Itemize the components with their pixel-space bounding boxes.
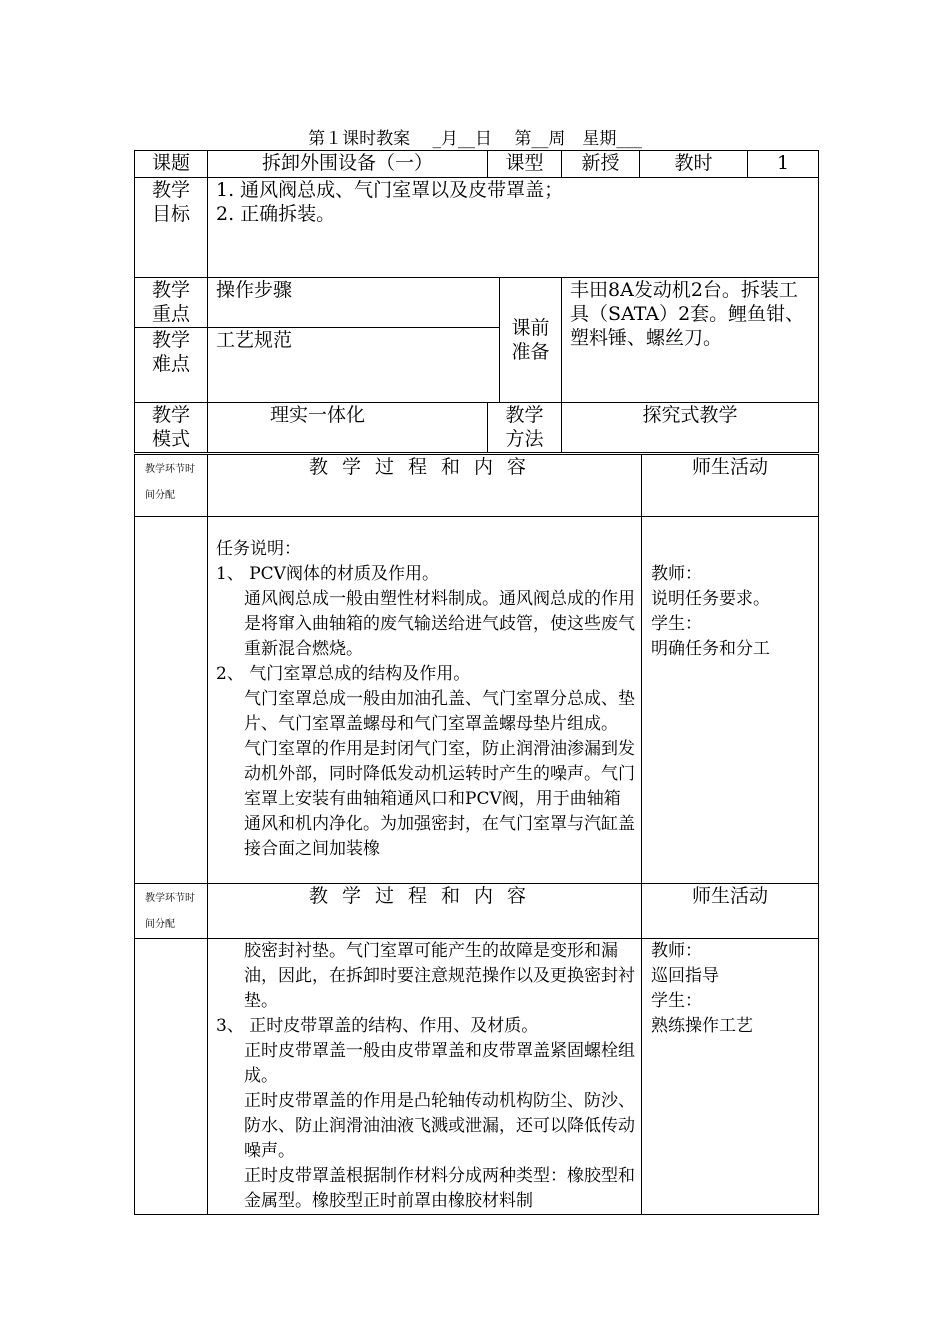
content-line: 通风阀总成一般由塑性材料制成。通风阀总成的作用是将窜入曲轴箱的废气输送给进气歧管，使这些废气重新混合燃烧。 [244,589,635,659]
content-line: 胶密封衬垫。气门室罩可能产生的故障是变形和漏油，因此，在拆卸时要注意规范操作以及更换密封衬垫。 [244,941,635,1011]
hours-value: 1 [748,151,819,178]
goal-list [208,178,819,278]
content-line: 任务说明： [216,539,301,559]
mode-label: 教学模式 [135,403,208,453]
goal-item: 2. 正确拆装。 [216,203,336,225]
content-line: 1、 PCV阀体的材质及作用。 [216,564,439,584]
info-table [134,150,819,453]
prep-label: 课前准备 [500,278,562,403]
activity-line: 熟练操作工艺 [651,1016,753,1036]
difficulty-value: 工艺规范 [208,328,500,403]
content-header: 教学过程和内容 [208,455,642,517]
content-line: 气门室罩的作用是封闭气门室，防止润滑油渗漏到发动机外部，同时降低发动机运转时产生的噪声。气门室罩上安装有曲轴箱通风口和PCV阀，用于曲轴箱通风和机内净化。为加强密封，在气门室罩与汽缸盖接合面之间加装橡 [244,739,635,859]
content-line: 2、 气门室罩总成的结构及作用。 [216,664,471,684]
activity-cell [642,939,819,1215]
content-line: 3、 正时皮带罩盖的结构、作用、及材质。 [216,1016,539,1036]
activity-line: 教师： [651,941,702,961]
method-label: 教学方法 [488,403,562,453]
method-value: 探究式教学 [562,403,819,453]
goal-label: 教学目标 [135,178,208,278]
time-label: 教学环节时间分配 [135,455,208,517]
time-cell [135,939,208,1215]
time-cell [135,517,208,884]
difficulty-label: 教学难点 [135,328,208,403]
activity-header: 师生活动 [642,455,819,517]
lesson-title: 第１课时教案 [308,129,411,149]
content-line: 正时皮带罩盖一般由皮带罩盖和皮带罩盖紧固螺栓组成。 [244,1041,635,1086]
type-label: 课型 [488,151,562,178]
topic-value: 拆卸外围设备（一） [208,151,488,178]
content-cell [208,517,642,884]
activity-line: 教师： [651,564,702,584]
content-header: 教学过程和内容 [208,884,642,939]
topic-label: 课题 [135,151,208,178]
activity-header: 师生活动 [642,884,819,939]
process-table-1 [134,454,819,884]
key-label: 教学重点 [135,278,208,328]
key-value: 操作步骤 [208,278,500,328]
content-cell [208,939,642,1215]
activity-line: 明确任务和分工 [651,639,770,659]
activity-line: 学生： [651,614,702,634]
page-title [0,124,950,149]
time-label: 教学环节时间分配 [135,884,208,939]
activity-line: 学生： [651,991,702,1011]
type-value: 新授 [562,151,640,178]
date-line: _月__日 第__周 星期___ [432,129,642,149]
content-line: 气门室罩总成一般由加油孔盖、气门室罩分总成、垫片、气门室罩盖螺母和气门室罩盖螺母垫片组成。 [244,689,635,734]
mode-value: 理实一体化 [208,403,488,453]
content-line: 正时皮带罩盖根据制作材料分成两种类型：橡胶型和金属型。橡胶型正时前罩由橡胶材料制 [244,1166,635,1211]
goal-item: 1. 通风阀总成、气门室罩以及皮带罩盖； [216,179,564,201]
prep-value: 丰田8A发动机2台。拆装工具（SATA）2套。鲤鱼钳、塑料锤、螺丝刀。 [562,278,819,403]
process-table-2 [134,883,819,1215]
activity-cell [642,517,819,884]
activity-line: 巡回指导 [651,966,719,986]
content-line: 正时皮带罩盖的作用是凸轮轴传动机构防尘、防沙、防水、防止润滑油油液飞溅或泄漏，还可以降低传动噪声。 [244,1091,635,1161]
activity-line: 说明任务要求。 [651,589,770,609]
hours-label: 教时 [640,151,748,178]
